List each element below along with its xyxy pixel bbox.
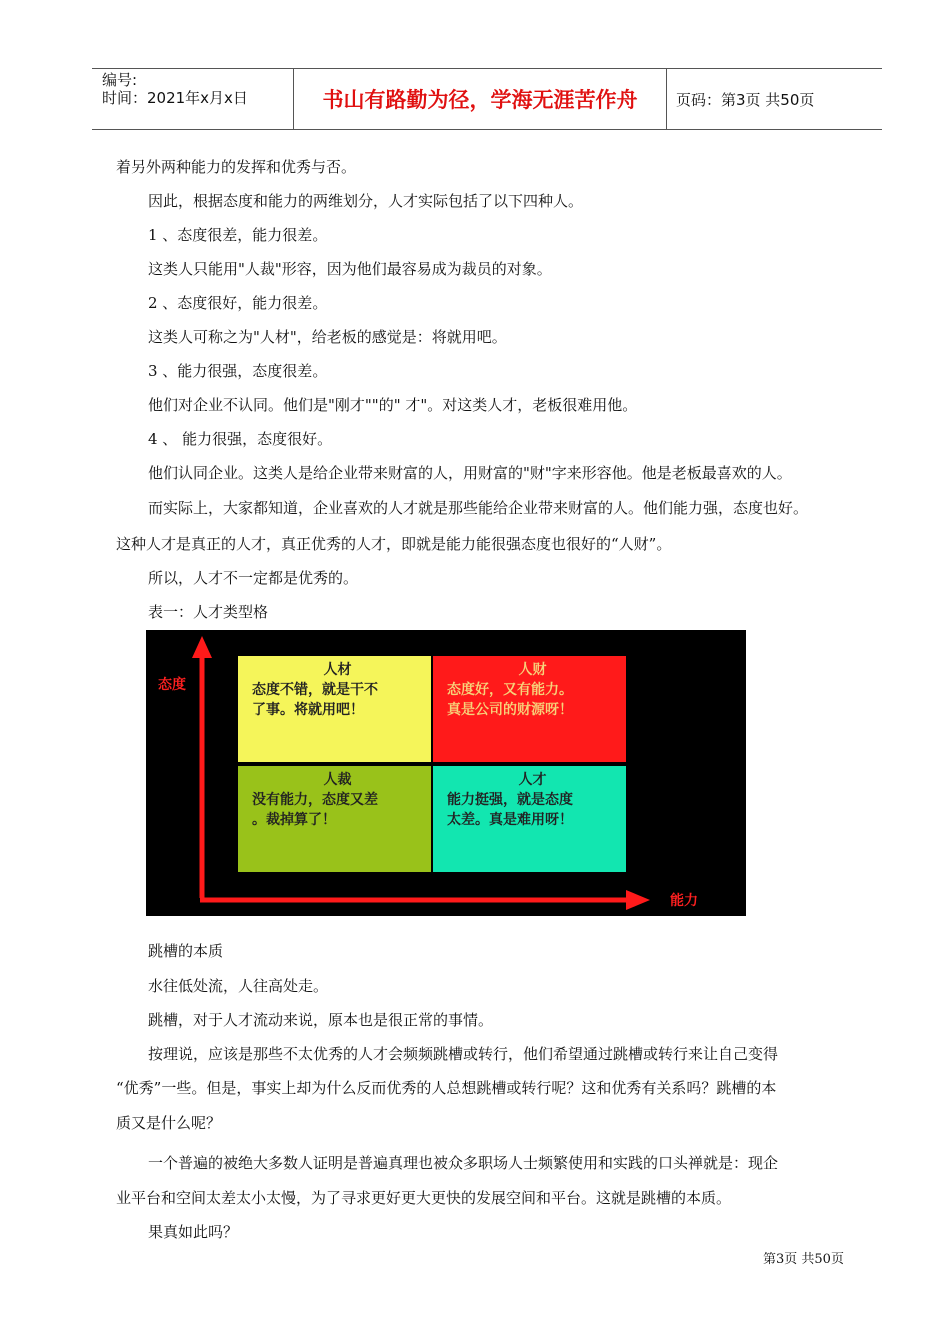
paragraph: 因此，根据态度和能力的两维划分，人才实际包括了以下四种人。 [148, 192, 584, 210]
quadrant-title: 人材 [323, 662, 352, 678]
paragraph: 这类人可称之为"人材"，给老板的感觉是：将就用吧。 [148, 328, 507, 346]
header-page-number: 页码：第3页 共50页 [676, 90, 815, 109]
quadrant-text: 态度好，又有能力。 真是公司的财源呀！ [447, 682, 573, 718]
quadrant-text: 态度不错，就是干不 了事。将就用吧！ [252, 682, 378, 718]
x-axis-label: 能力 [670, 893, 698, 909]
paragraph: 按理说，应该是那些不太优秀的人才会频频跳槽或转行，他们希望通过跳槽或转行来让自己变得 [148, 1045, 779, 1063]
quadrant-title: 人财 [518, 662, 547, 678]
paragraph: 跳槽，对于人才流动来说，原本也是很正常的事情。 [148, 1011, 494, 1029]
footer-page-number: 第3页 共50页 [763, 1252, 844, 1267]
quadrant-top-right [433, 656, 626, 762]
paragraph: 着另外两种能力的发挥和优秀与否。 [116, 158, 357, 176]
paragraph: 一个普遍的被绝大多数人证明是普遍真理也被众多职场人士频繁使用和实践的口头禅就是：现企 [148, 1154, 779, 1172]
paragraph: 这种人才是真正的人才，真正优秀的人才，即就是能力能很强态度也很好的“人财”。 [116, 535, 672, 553]
y-axis-label: 态度 [158, 677, 186, 693]
quadrant-bottom-left [238, 766, 431, 872]
paragraph: 业平台和空间太差太小太慢，为了寻求更好更大更快的发展空间和平台。这就是跳槽的本质。 [116, 1189, 732, 1207]
header-motto: 书山有路勤为径，学海无涯苦作舟 [322, 88, 638, 112]
header-divider [666, 69, 667, 129]
paragraph: 质又是什么呢？ [116, 1114, 222, 1132]
figure-caption: 表一：人才类型格 [148, 603, 269, 621]
quadrant-text: 没有能力，态度又差 。裁掉算了！ [252, 792, 378, 828]
paragraph: “优秀”一些。但是，事实上却为什么反而优秀的人总想跳槽或转行呢？这和优秀有关系吗？跳槽的本 [116, 1079, 777, 1097]
paragraph: 水往低处流，人往高处走。 [148, 977, 329, 995]
header-meta [102, 71, 292, 107]
quadrant-bottom-right [433, 766, 626, 872]
y-axis-arrowhead [192, 636, 212, 658]
list-item: 4 、 能力很强，态度很好。 [148, 430, 333, 448]
quadrant-title: 人裁 [323, 772, 352, 788]
number-label: 编号: [102, 71, 138, 89]
talent-type-grid-figure [146, 630, 746, 916]
paragraph: 而实际上，大家都知道，企业喜欢的人才就是那些能给企业带来财富的人。他们能力强，态度也好。 [148, 499, 809, 517]
paragraph: 所以，人才不一定都是优秀的。 [148, 569, 359, 587]
quadrant-title: 人才 [518, 772, 547, 788]
paragraph: 他们对企业不认同。他们是"刚才""的" 才"。对这类人才，老板很难用他。 [148, 396, 638, 414]
paragraph: 果真如此吗？ [148, 1223, 239, 1241]
section-heading: 跳槽的本质 [148, 942, 224, 960]
list-item: 3 、能力很强，态度很差。 [148, 362, 328, 380]
paragraph: 他们认同企业。这类人是给企业带来财富的人，用财富的"财"字来形容他。他是老板最喜欢的人。 [148, 464, 792, 482]
list-item: 2 、态度很好，能力很差。 [148, 294, 328, 312]
quadrant-top-left [238, 656, 431, 762]
time-label: 时间：2021年x月x日 [102, 89, 248, 107]
quadrant-text: 能力挺强，就是态度 太差。真是难用呀！ [447, 792, 573, 828]
page-header [92, 68, 882, 130]
x-axis-arrowhead [626, 890, 650, 910]
list-item: 1 、态度很差，能力很差。 [148, 226, 328, 244]
paragraph: 这类人只能用"人裁"形容，因为他们最容易成为裁员的对象。 [148, 260, 552, 278]
